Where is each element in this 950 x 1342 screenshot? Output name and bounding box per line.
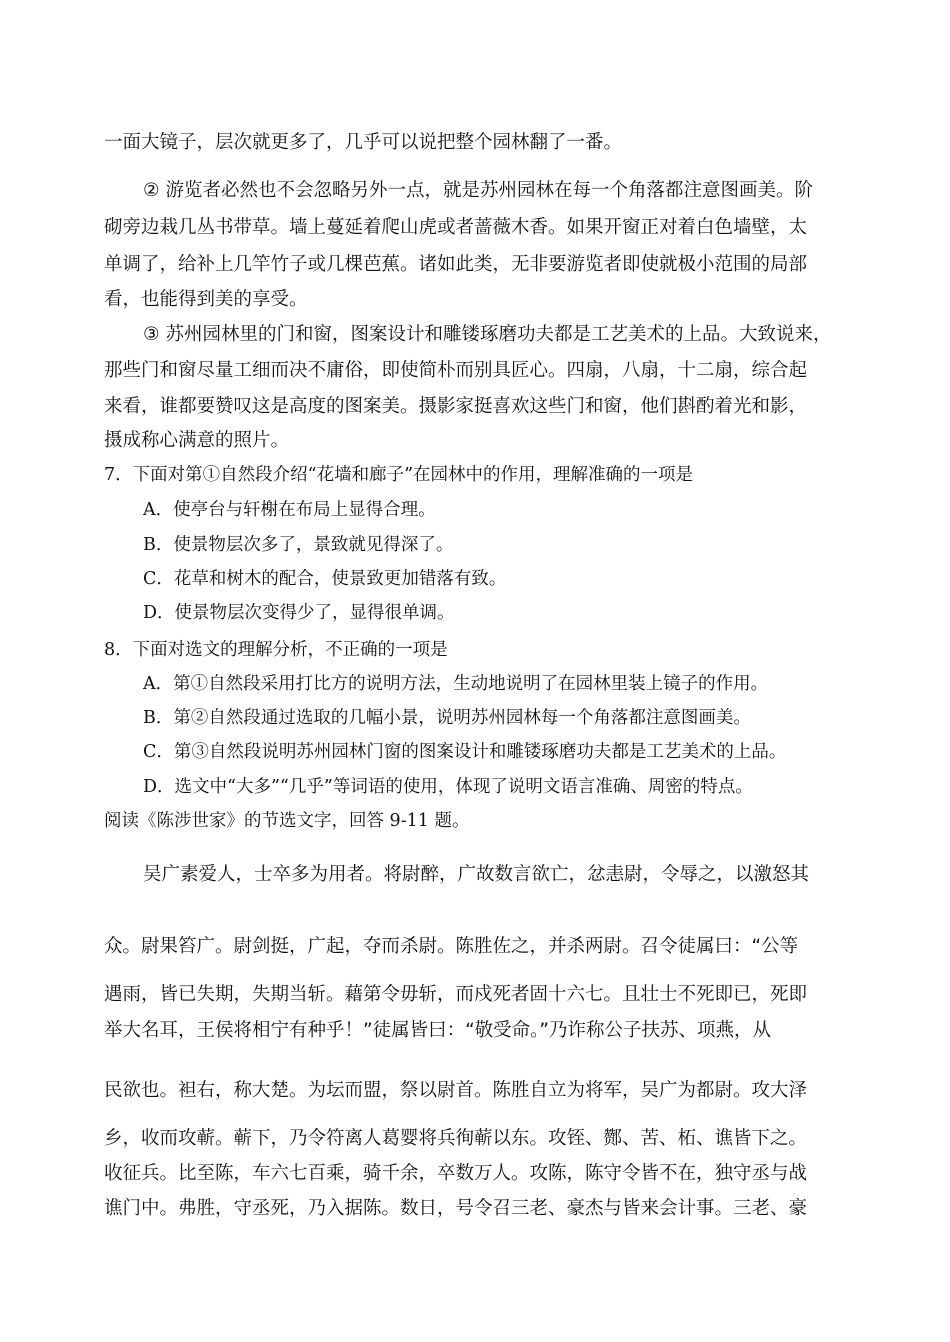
passage-a-line: 来看，谁都要赞叹这是高度的图案美。摄影家挺喜欢这些门和窗，他们斟酌着光和影，: [104, 396, 808, 417]
passage-b-line: 众。尉果笞广。尉剑挺，广起，夺而杀尉。陈胜佐之，并杀两尉。召令徒属曰：“公等: [104, 936, 799, 957]
passage-b-line: 乡，收而攻蕲。蕲下，乃令符离人葛婴将兵徇蕲以东。攻铚、酂、苦、柘、谯皆下之。: [104, 1128, 808, 1149]
passage-a-line: 一面大镜子，层次就更多了，几乎可以说把整个园林翻了一番。: [104, 132, 623, 153]
passage-b-line: 民欲也。袒右，称大楚。为坛而盟，祭以尉首。陈胜自立为将军，吴广为都尉。攻大泽: [104, 1080, 808, 1101]
question-8-option-c: C．第③自然段说明苏州园林门窗的图案设计和雕镂琢磨功夫都是工艺美术的上品。: [143, 742, 787, 762]
question-7-option-c: C．花草和树木的配合，使景致更加错落有致。: [143, 569, 507, 589]
question-8-option-b: B．第②自然段通过选取的几幅小景，说明苏州园林每一个角落都注意图画美。: [143, 708, 751, 728]
passage-a-line: 看，也能得到美的享受。: [104, 289, 308, 310]
question-8-stem: 8．下面对选文的理解分析，不正确的一项是: [104, 640, 448, 660]
passage-a-line: 摄成称心满意的照片。: [104, 430, 290, 451]
passage-a-line: 砌旁边栽几丛书带草。墙上蔓延着爬山虎或者蔷薇木香。如果开窗正对着白色墙壁，太: [104, 217, 808, 238]
passage-a-line: 单调了，给补上几竿竹子或几棵芭蕉。诸如此类，无非要游览者即使就极小范围的局部: [104, 254, 808, 275]
passage-b-line: 举大名耳，王侯将相宁有种乎！”徒属皆曰：“敬受命。”乃诈称公子扶苏、项燕，从: [104, 1020, 772, 1041]
question-7-option-b: B．使景物层次多了，景致就见得深了。: [143, 535, 454, 555]
passage-b-line: 遇雨，皆已失期，失期当斩。藉第令毋斩，而戍死者固十六七。且壮士不死即已，死即: [104, 984, 808, 1005]
paragraph-2-start: ② 游览者必然也不会忽略另外一点，就是苏州园林在每一个角落都注意图画美。阶: [143, 180, 813, 201]
reading-instruction: 阅读《陈涉世家》的节选文字，回答 9-11 题。: [104, 811, 470, 831]
paragraph-3-start: ③ 苏州园林里的门和窗，图案设计和雕镂琢磨功夫都是工艺美术的上品。大致说来，: [143, 324, 832, 345]
question-7-option-d: D．使景物层次变得少了，显得很单调。: [143, 603, 455, 623]
question-7-stem: 7．下面对第①自然段介绍“花墙和廊子”在园林中的作用，理解准确的一项是: [104, 465, 694, 485]
passage-b-line: 吴广素爱人，士卒多为用者。将尉醉，广故数言欲亡，忿恚尉，令辱之，以激怒其: [143, 864, 810, 885]
question-8-option-d: D．选文中“大多”“几乎”等词语的使用，体现了说明文语言准确、周密的特点。: [143, 777, 753, 797]
passage-b-line: 收征兵。比至陈，车六七百乘，骑千余，卒数万人。攻陈，陈守令皆不在，独守丞与战: [104, 1163, 808, 1184]
passage-a-line: 那些门和窗尽量工细而决不庸俗，即使简朴而别具匠心。四扇，八扇，十二扇，综合起: [104, 360, 808, 381]
question-7-option-a: A．使亭台与轩榭在布局上显得合理。: [143, 500, 436, 520]
question-8-option-a: A．第①自然段采用打比方的说明方法，生动地说明了在园林里装上镜子的作用。: [143, 674, 769, 694]
passage-b-line: 谯门中。弗胜，守丞死，乃入据陈。数日，号令召三老、豪杰与皆来会计事。三老、豪: [104, 1198, 808, 1219]
